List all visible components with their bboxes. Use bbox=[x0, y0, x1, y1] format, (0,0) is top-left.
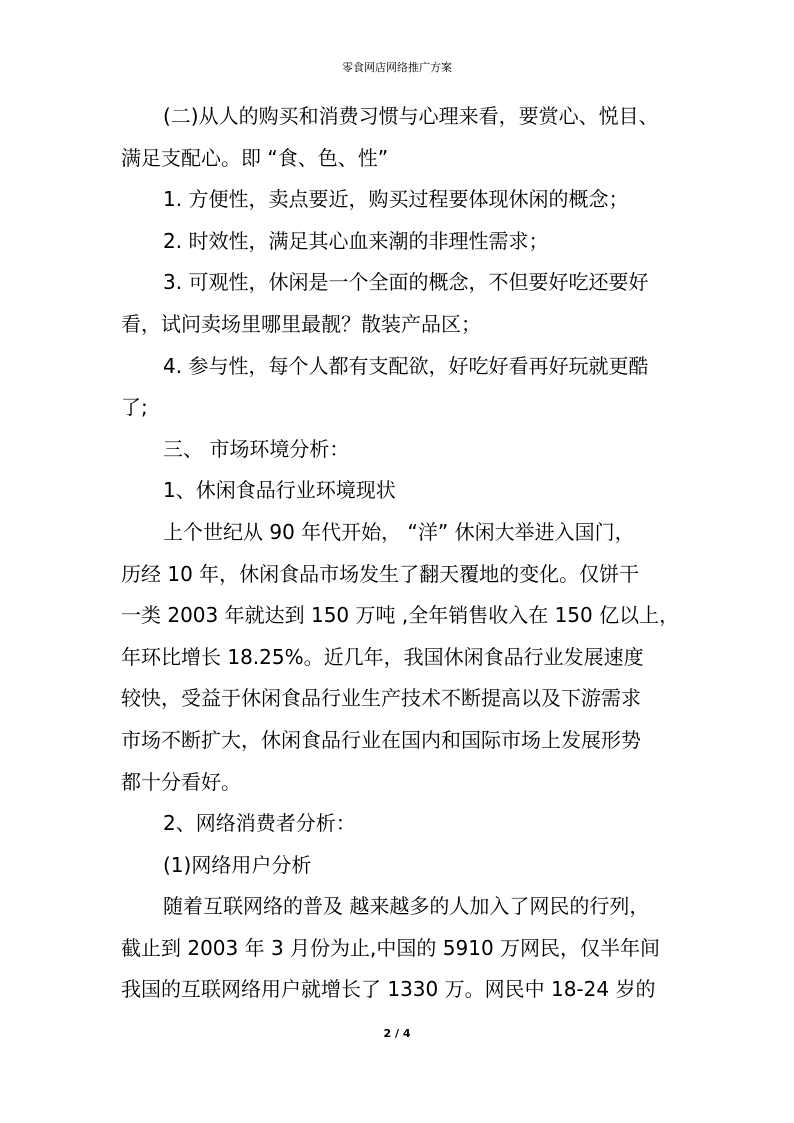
body-line: 1. 方便性，卖点要近，购买过程要体现休闲的概念； bbox=[163, 187, 629, 212]
subsection-heading: 1、休闲食品行业环境现状 bbox=[163, 478, 396, 503]
body-line: 都十分看好。 bbox=[121, 769, 241, 794]
document-body bbox=[121, 96, 681, 1011]
page-number: 2 / 4 bbox=[383, 1027, 411, 1040]
body-line: 3. 可观性，休闲是一个全面的概念，不但要好吃还要好 bbox=[163, 270, 649, 295]
body-line: 满足支配心。即 “食、色、性” bbox=[121, 145, 389, 170]
body-line: 我国的互联网络用户就增长了 1330 万。网民中 18-24 岁的 bbox=[121, 977, 656, 1002]
body-line: 看，试问卖场里哪里最靓？散装产品区； bbox=[121, 311, 481, 336]
subsection-heading: 2、网络消费者分析： bbox=[163, 811, 356, 836]
body-line: 截止到 2003 年 3 月份为止,中国的 5910 万网民，仅半年间 bbox=[121, 935, 661, 960]
body-line: 4. 参与性，每个人都有支配欲，好吃好看再好玩就更酷 bbox=[163, 353, 649, 378]
body-line: (二)从人的购买和消费习惯与心理来看，要赏心、悦目、 bbox=[163, 104, 659, 128]
section-heading: 三、 市场环境分析： bbox=[163, 436, 350, 461]
body-line: 随着互联网络的普及 越来越多的人加入了网民的行列， bbox=[163, 894, 650, 919]
subsection-heading: (1)网络用户分析 bbox=[163, 852, 312, 877]
body-line: 上个世纪从 90 年代开始， “洋” 休闲大举进入国门， bbox=[163, 519, 635, 544]
body-line: 较快，受益于休闲食品行业生产技术不断提高以及下游需求 bbox=[121, 686, 641, 711]
page-header-title: 零食网店网络推广方案 bbox=[342, 61, 452, 74]
body-line: 了; bbox=[121, 395, 148, 420]
body-line: 一类 2003 年就达到 150 万吨 ,全年销售收入在 150 亿以上， bbox=[121, 603, 680, 628]
body-line: 年环比增长 18.25%。近几年，我国休闲食品行业发展速度 bbox=[121, 644, 644, 669]
body-line: 2. 时效性，满足其心血来潮的非理性需求； bbox=[163, 228, 549, 253]
body-line: 市场不断扩大，休闲食品行业在国内和国际市场上发展形势 bbox=[121, 727, 641, 752]
body-line: 历经 10 年，休闲食品市场发生了翻天覆地的变化。仅饼干 bbox=[121, 561, 640, 586]
